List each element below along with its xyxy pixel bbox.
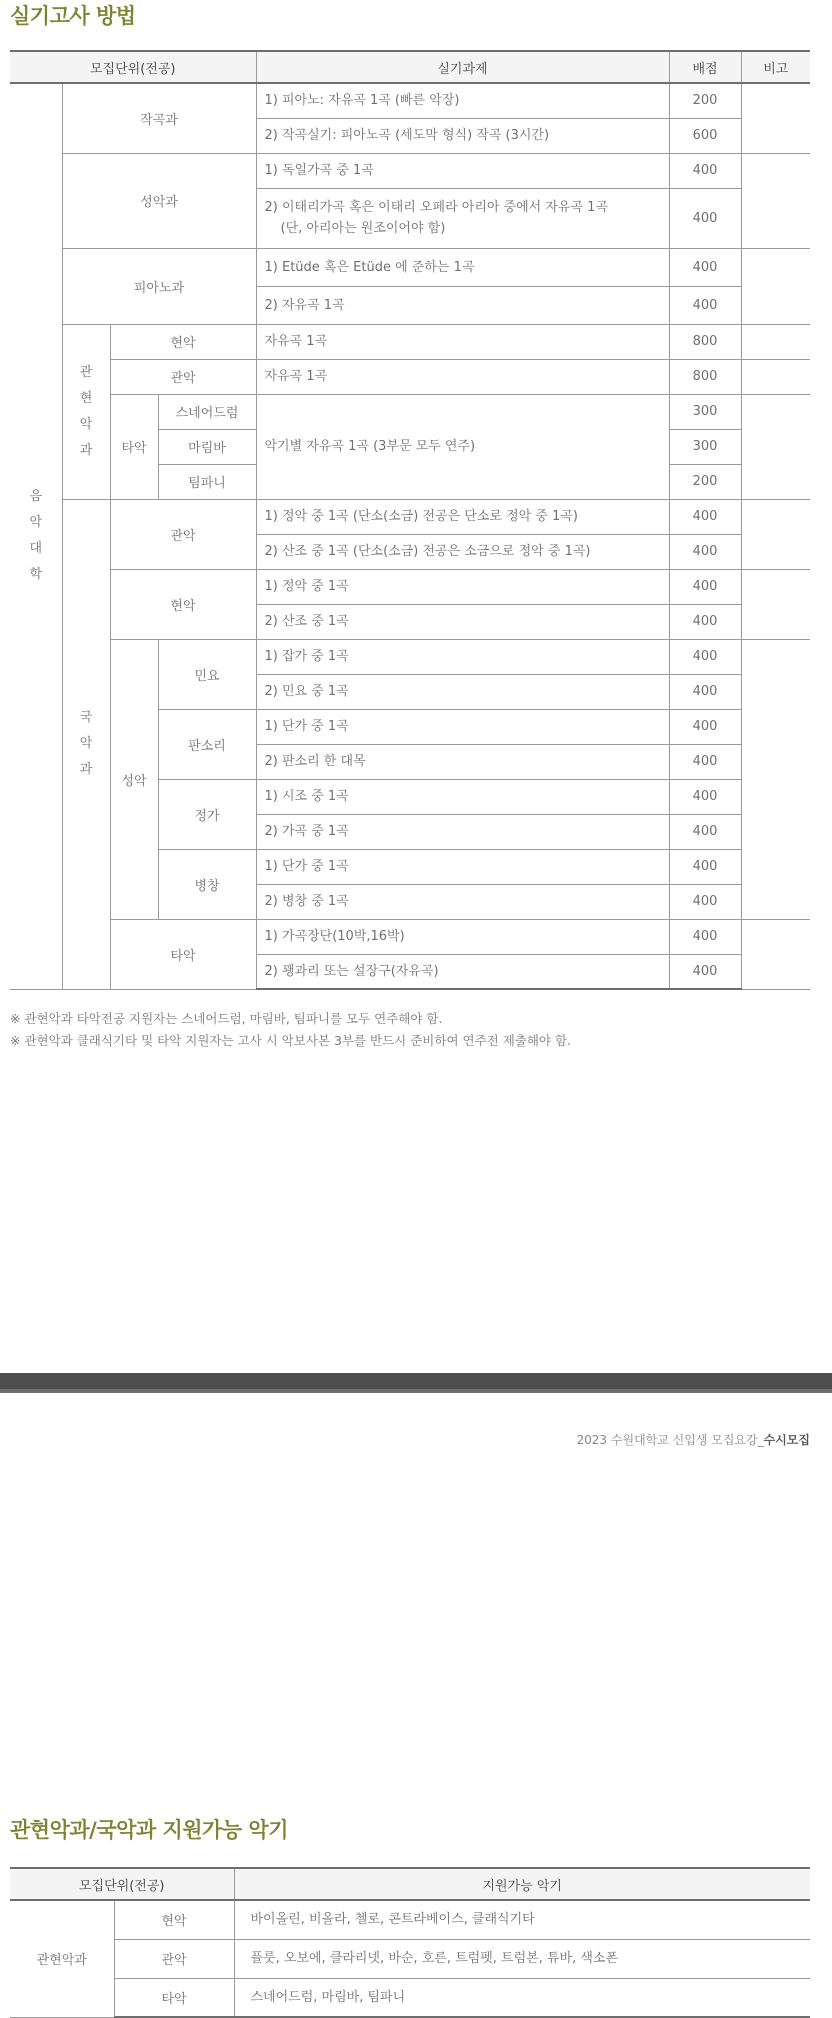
header-unit: 모집단위(전공) (10, 1868, 234, 1900)
running-header-emphasis: 수시모집 (763, 1433, 810, 1447)
task-cell: 1) 독일가곡 중 1곡 (256, 153, 669, 188)
task-cell: 2) 작곡실기: 피아노곡 (세도막 형식) 작곡 (3시간) (256, 118, 669, 153)
major-korean-percussion: 타악 (110, 919, 256, 989)
major-percussion: 타악 (110, 394, 158, 499)
score-cell: 400 (669, 849, 741, 884)
header-task: 실기과제 (256, 51, 669, 83)
note-cell (741, 324, 810, 359)
score-cell: 400 (669, 499, 741, 534)
subgroup-byeongchang: 병창 (158, 849, 256, 919)
footnotes (10, 1008, 571, 1052)
major-cell: 타악 (114, 1978, 234, 2017)
major-korean-vocal: 성악 (110, 639, 158, 919)
dept-voice: 성악과 (62, 153, 256, 248)
page-break-shade (0, 1389, 832, 1393)
task-cell: 1) 시조 중 1곡 (256, 779, 669, 814)
table-header-row (10, 1868, 810, 1900)
score-cell: 300 (669, 394, 741, 429)
running-header (577, 1431, 810, 1448)
task-cell: 2) 산조 중 1곡 (256, 604, 669, 639)
task-cell: 1) 피아노: 자유곡 1곡 (빠른 악장) (256, 83, 669, 118)
table-row (10, 83, 810, 118)
table-row (10, 248, 810, 286)
score-cell: 400 (669, 674, 741, 709)
major-strings: 현악 (110, 324, 256, 359)
task-cell: 2) 가곡 중 1곡 (256, 814, 669, 849)
note-cell (741, 569, 810, 639)
task-cell: 1) 가곡장단(10박,16박) (256, 919, 669, 954)
task-cell: 2) 판소리 한 대목 (256, 744, 669, 779)
footnote: ※ 관현악과 타악전공 지원자는 스네어드럼, 마림바, 팀파니를 모두 연주해야 함. (10, 1011, 443, 1026)
score-cell: 800 (669, 324, 741, 359)
task-line: 2) 이태리가곡 혹은 이태리 오페라 아리아 중에서 자유곡 1곡 (264, 200, 609, 215)
task-cell: 1) 잡가 중 1곡 (256, 639, 669, 674)
note-cell (741, 83, 810, 153)
dept-orchestra (62, 324, 110, 499)
task-cell: 2) 산조 중 1곡 (단소(소금) 전공은 소금으로 정악 중 1곡) (256, 534, 669, 569)
page-break-bar (0, 1373, 832, 1393)
college-label: 음 악 대 학 (29, 489, 43, 583)
task-cell: 1) 단가 중 1곡 (256, 709, 669, 744)
instrument-cell: 팀파니 (158, 464, 256, 499)
exam-method-table (10, 50, 810, 990)
task-cell: 2) 자유곡 1곡 (256, 286, 669, 324)
task-cell: 악기별 자유곡 1곡 (3부문 모두 연주) (256, 394, 669, 499)
task-cell: 1) Etüde 혹은 Etüde 에 준하는 1곡 (256, 248, 669, 286)
score-cell: 200 (669, 464, 741, 499)
score-cell: 400 (669, 779, 741, 814)
score-cell: 400 (669, 286, 741, 324)
dept-korean-label: 국 악 과 (79, 710, 93, 777)
task-cell: 2) 민요 중 1곡 (256, 674, 669, 709)
table-header-row (10, 51, 810, 83)
instrument-list: 스네어드럼, 마림바, 팀파니 (234, 1978, 810, 2017)
task-cell: 1) 정악 중 1곡 (256, 569, 669, 604)
section-title-exam-method: 실기고사 방법 (10, 4, 136, 28)
task-cell: 자유곡 1곡 (256, 359, 669, 394)
task-cell: 1) 단가 중 1곡 (256, 849, 669, 884)
dept-piano: 피아노과 (62, 248, 256, 324)
major-cell: 관악 (114, 1939, 234, 1978)
score-cell: 400 (669, 814, 741, 849)
table-row (10, 1978, 810, 2017)
note-cell (741, 359, 810, 394)
instrument-cell: 마림바 (158, 429, 256, 464)
score-cell: 400 (669, 569, 741, 604)
task-cell: 1) 정악 중 1곡 (단소(소금) 전공은 단소로 정악 중 1곡) (256, 499, 669, 534)
table-row (10, 153, 810, 188)
major-korean-winds: 관악 (110, 499, 256, 569)
header-note: 비고 (741, 51, 810, 83)
header-score: 배점 (669, 51, 741, 83)
score-cell: 400 (669, 188, 741, 248)
instrument-list: 플룻, 오보에, 클라리넷, 바순, 호른, 트럼펫, 트럼본, 튜바, 색소폰 (234, 1939, 810, 1978)
subgroup-jeongga: 정가 (158, 779, 256, 849)
score-cell: 400 (669, 884, 741, 919)
score-cell: 400 (669, 954, 741, 989)
instrument-list: 바이올린, 비올라, 첼로, 콘트라베이스, 클래식기타 (234, 1900, 810, 1939)
score-cell: 400 (669, 604, 741, 639)
note-cell (741, 499, 810, 569)
dept-orchestra-label: 관 현 악 과 (79, 364, 93, 458)
score-cell: 400 (669, 153, 741, 188)
score-cell: 800 (669, 359, 741, 394)
score-cell: 400 (669, 248, 741, 286)
note-cell (741, 394, 810, 499)
table-row (10, 359, 810, 394)
college-cell (10, 83, 62, 989)
header-unit: 모집단위(전공) (10, 51, 256, 83)
score-cell: 400 (669, 534, 741, 569)
note-cell (741, 639, 810, 919)
task-cell (256, 188, 669, 248)
note-cell (741, 919, 810, 989)
table-row (10, 639, 810, 674)
table-row (10, 919, 810, 954)
header-instruments: 지원가능 악기 (234, 1868, 810, 1900)
score-cell: 400 (669, 744, 741, 779)
task-cell: 2) 꽹과리 또는 설장구(자유곡) (256, 954, 669, 989)
score-cell: 400 (669, 919, 741, 954)
instrument-cell: 스네어드럼 (158, 394, 256, 429)
dept-korean (62, 499, 110, 989)
score-cell: 600 (669, 118, 741, 153)
running-header-prefix: 2023 수원대학교 신입생 모집요강_ (576, 1433, 764, 1447)
table-row (10, 324, 810, 359)
major-winds: 관악 (110, 359, 256, 394)
major-cell: 현악 (114, 1900, 234, 1939)
note-cell (741, 153, 810, 248)
task-cell: 자유곡 1곡 (256, 324, 669, 359)
section-title-instruments: 관현악과/국악과 지원가능 악기 (10, 1818, 289, 1842)
subgroup-minyo: 민요 (158, 639, 256, 709)
subgroup-pansori: 판소리 (158, 709, 256, 779)
score-cell: 400 (669, 709, 741, 744)
score-cell: 200 (669, 83, 741, 118)
table-row (10, 1939, 810, 1978)
footnote: ※ 관현악과 클래식기타 및 타악 지원자는 고사 시 악보사본 3부를 반드시 준비하여 연주전 제출해야 함. (10, 1033, 572, 1048)
table-row (10, 1900, 810, 1939)
dept-orchestra: 관현악과 (10, 1900, 114, 2017)
score-cell: 400 (669, 639, 741, 674)
table-row (10, 499, 810, 534)
task-cell: 2) 병창 중 1곡 (256, 884, 669, 919)
instruments-table (10, 1867, 810, 2018)
major-korean-strings: 현악 (110, 569, 256, 639)
table-row (10, 569, 810, 604)
note-cell (741, 248, 810, 324)
task-line-2: (단, 아리아는 원조이어야 함) (280, 221, 446, 236)
score-cell: 300 (669, 429, 741, 464)
dept-composition: 작곡과 (62, 83, 256, 153)
table-row (10, 394, 810, 429)
